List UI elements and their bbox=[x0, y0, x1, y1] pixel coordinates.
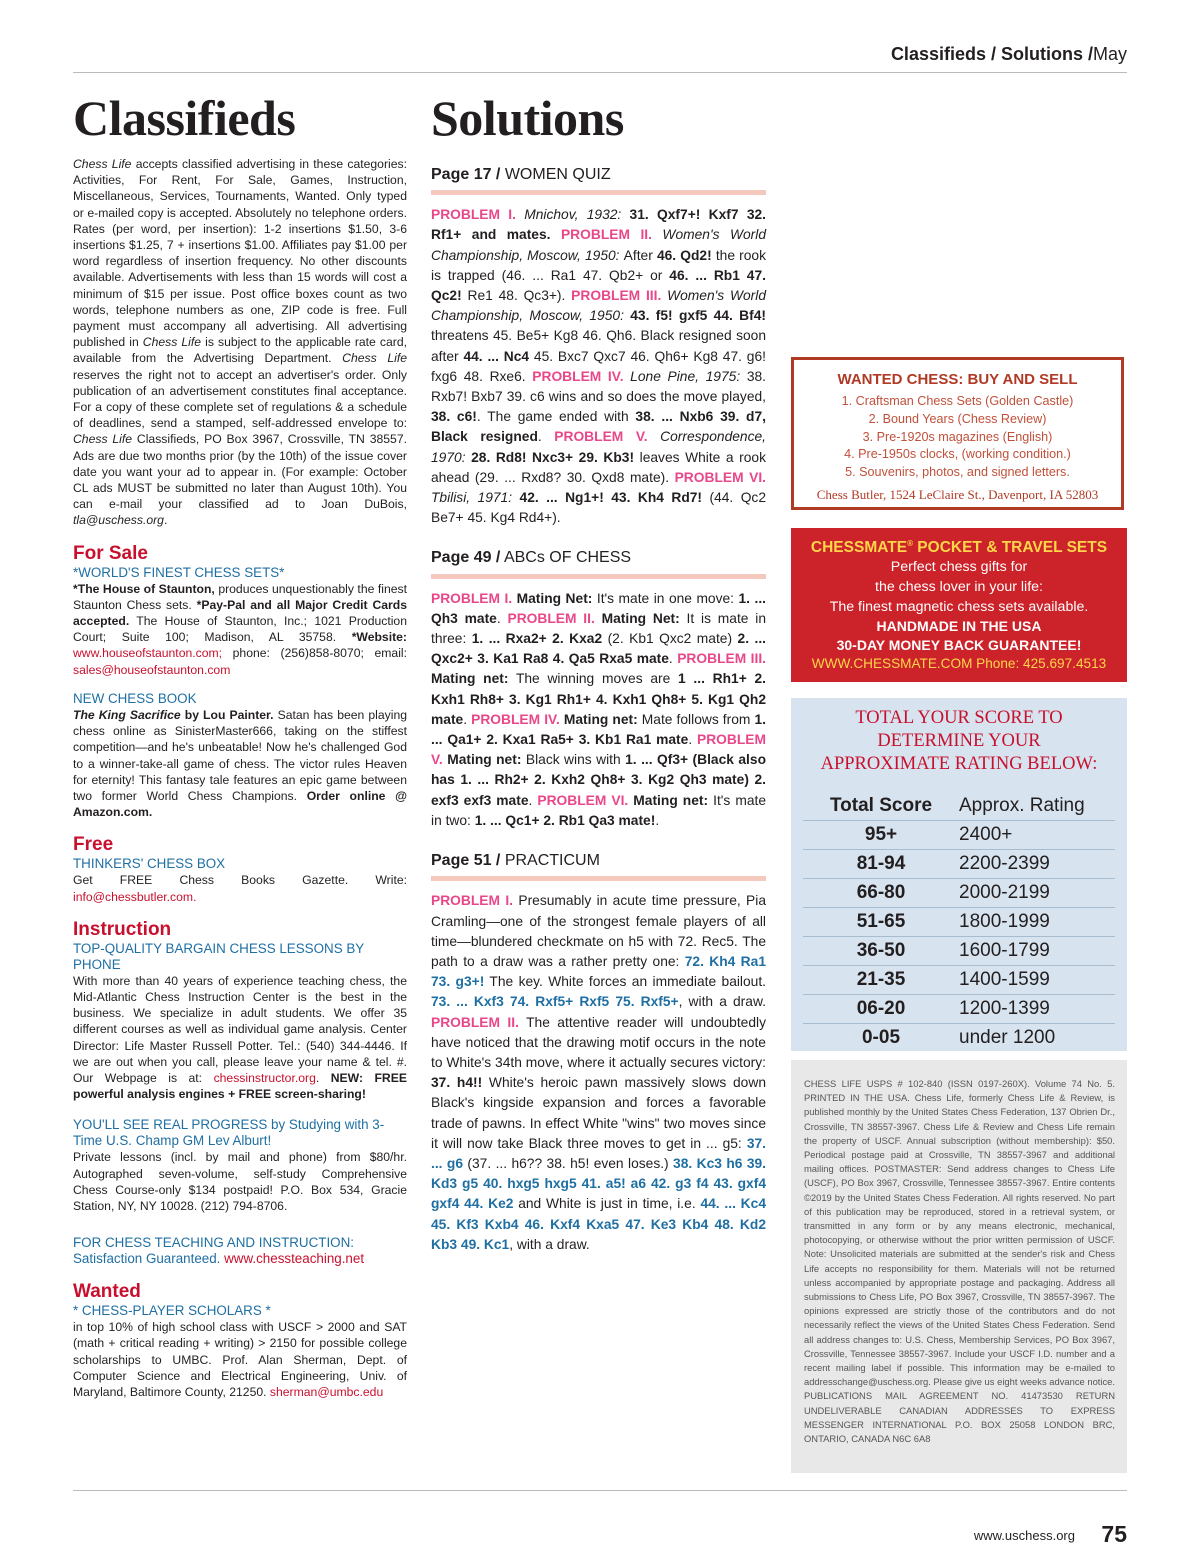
intro-email-link[interactable]: tla@uschess.org bbox=[73, 513, 164, 528]
chessmate-contact: WWW.CHESSMATE.COM Phone: 425.697.4513 bbox=[811, 656, 1107, 672]
instruction-ad1-title: TOP-QUALITY BARGAIN CHESS LESSONS BY PHONE bbox=[73, 940, 364, 972]
table-row: 95+ 2400+ bbox=[803, 821, 1115, 850]
solutions-title: Solutions bbox=[431, 90, 624, 146]
table-row: 66-80 2000-2199 bbox=[803, 879, 1115, 908]
score-box-title: TOTAL YOUR SCORE TO DETERMINE YOUR APPROXIMATE RATING BELOW: bbox=[820, 708, 1098, 774]
for-sale-ad1-body: *The House of Staunton, produces unquestionably the finest Staunton Chess sets. *Pay-Pal and all Major Credit Cards accepted. The House of Staunton, Inc.; 1021 Production Court; Suite 100; Madison, AL 35758. *Website: www.houseofstaunton.com; phone: (256)858-8070; email: sales@houseofstaunton.com bbox=[73, 581, 407, 677]
running-header bbox=[891, 44, 1127, 65]
free-heading: Free bbox=[73, 834, 114, 856]
wanted-heading: Wanted bbox=[73, 1281, 141, 1303]
practicum-solutions: PROBLEM I. Presumably in acute time pressure, Pia Cramling—one of the strongest female players of all time—blundered checkmate on h5 with 72. Rec5. The path to a draw was a rather pretty one: 72. Kh4 Ra1 73. g3+! The key. White forces an immediate bailout. 73. ... Kxf3 74. Rxf5+ Rxf5 75. Rxf5+, with a draw. PROBLEM II. The attentive reader will undoubtedly have noticed that the drawing motif occurs in the note to White's 34th move, where it actually secures victory: 37. h4!! White's heroic pawn massively slows down Black's kingside expansion and forces a favorable trade of pawns. In effect White "wins" two moves since it will now take Black three moves to get in ... g5: 37. ... g6 (37. ... h6?? 38. h5! even loses.) 38. Kc3 h6 39. Kd3 g5 40. hxg5 hxg5 41. a5! a6 42. g3 f4 43. gxf4 gxf4 44. Ke2 and White is just in time, i.e. 44. ... Kc4 45. Kf3 Kxb4 46. Kxf4 Kxa5 47. Ke3 Kb4 48. Kd2 Kb3 49. Kc1, with a draw. bbox=[431, 893, 767, 1252]
solutions-column bbox=[431, 90, 767, 1255]
instruction-ad2-body: Private lessons (incl. by mail and phone) from $80/hr. Autographed seven-volume, self-study Comprehensive Chess Course-only $134 postpaid! P.O. Box 534, Gracie Station, NY, NY 10028. (212) 794-8706. bbox=[73, 1150, 407, 1213]
top-rule bbox=[73, 72, 1127, 73]
classifieds-title: Classifieds bbox=[73, 90, 296, 146]
list-item: 1. Craftsman Chess Sets (Golden Castle) bbox=[841, 394, 1074, 408]
chessmate-url-link[interactable]: WWW.CHESSMATE.COM bbox=[811, 656, 973, 672]
chessbutler-email-link[interactable]: info@chessbutler.com. bbox=[73, 889, 197, 904]
staunton-email-link[interactable]: sales@houseofstaunton.com bbox=[73, 662, 231, 677]
wanted-box-list bbox=[794, 393, 1121, 482]
chessteaching-link[interactable]: www.chessteaching.net bbox=[224, 1251, 365, 1267]
table-row: 0-05 under 1200 bbox=[861, 1027, 1056, 1048]
bottom-rule bbox=[73, 1490, 1127, 1491]
instruction-ad1-body: With more than 40 years of experience teaching chess, the Mid-Atlantic Chess Instruction Center is the best in the business. We specialize in adult students. We offer 35 different courses as well as individual game analysis. Center Director: Life Master Russell Potter. Tel.: (540) 344-4446. If we are out when you call, please leave your name & tel. #. Our Webpage is at: chessinstructor.org. NEW: FREE powerful analysis engines + FREE screen-sharing! bbox=[73, 973, 407, 1102]
list-item: 3. Pre-1920s magazines (English) bbox=[862, 429, 1053, 444]
table-row: 81-94 2200-2399 bbox=[803, 850, 1115, 879]
chessmate-line3: The finest magnetic chess sets available. bbox=[829, 599, 1089, 616]
wanted-box-title: WANTED CHESS: BUY AND SELL bbox=[837, 371, 1078, 388]
for-sale-ad2-body: The King Sacrifice by Lou Painter. Satan has been playing chess online as SinisterMaster666, taking on the stiffest competition—and he's unbeatable! Now he's challenged God to a winner-take-all game of chess. The victor rules Heaven for eternity! This fantasy tale features an epic game between two former World Chess Champions. Order online @ Amazon.com. bbox=[73, 707, 407, 820]
list-item: 2. Bound Years (Chess Review) bbox=[868, 411, 1047, 426]
table-row: 36-50 1600-1799 bbox=[803, 937, 1115, 966]
instruction-ad3-sub: Satisfaction Guaranteed. www.chessteaching.net bbox=[73, 1251, 365, 1267]
chessmate-bold2: 30-DAY MONEY BACK GUARANTEE! bbox=[836, 637, 1082, 654]
chessmate-ad-box bbox=[791, 528, 1127, 682]
free-ad-body: Get FREE Chess Books Gazette. Write: info@chessbutler.com. bbox=[73, 873, 407, 904]
instruction-ad2-title: YOU'LL SEE REAL PROGRESS by Studying with 3-Time U.S. Champ GM Lev Alburt! bbox=[73, 1117, 385, 1149]
wanted-ad-title: * CHESS-PLAYER SCHOLARS * bbox=[73, 1303, 271, 1319]
for-sale-ad2-title: NEW CHESS BOOK bbox=[73, 690, 197, 706]
section-heading-page51: Page 51 / PRACTICUM bbox=[431, 851, 766, 881]
chessinstructor-link[interactable]: chessinstructor.org bbox=[213, 1070, 316, 1085]
table-row: 06-20 1200-1399 bbox=[803, 995, 1115, 1024]
chessmate-title: CHESSMATE® POCKET & TRAVEL SETS bbox=[810, 539, 1108, 557]
list-item: 5. Souvenirs, photos, and signed letters. bbox=[845, 465, 1070, 480]
wanted-chess-ad-box bbox=[791, 357, 1124, 510]
instruction-heading: Instruction bbox=[73, 918, 172, 940]
header-section: Classifieds / Solutions / bbox=[890, 44, 1093, 64]
score-rating-box bbox=[791, 698, 1127, 1051]
page-number: 75 bbox=[1101, 1521, 1127, 1547]
for-sale-heading: For Sale bbox=[73, 542, 148, 564]
section-heading-page17: Page 17 / WOMEN QUIZ bbox=[431, 165, 766, 195]
instruction-ad3-title: FOR CHESS TEACHING AND INSTRUCTION: bbox=[73, 1235, 354, 1251]
chessmate-bold1: HANDMADE IN THE USA bbox=[876, 618, 1042, 635]
chessmate-line1: Perfect chess gifts for bbox=[890, 559, 1028, 576]
score-rating-table bbox=[803, 792, 1115, 1052]
wanted-box-advertiser: Chess Butler, 1524 LeClaire St., Davenport, IA 52803 bbox=[816, 486, 1099, 502]
classifieds-column bbox=[73, 90, 407, 1400]
list-item: 4. Pre-1950s clocks, (working condition.) bbox=[844, 447, 1071, 462]
abcs-solutions: PROBLEM I. Mating Net: It's mate in one move: 1. ... Qh3 mate. PROBLEM II. Mating Net: It is mate in three: 1. ... Rxa2+ 2. Kxa2 (2. Kb1 Qxc2 mate) 2. ... Qxc2+ 3. Ka1 Ra8 4. Qa5 Rxa5 mate. PROBLEM III. Mating net: The winning moves are 1 ... Rh1+ 2. Kxh1 Rh8+ 3. Kg1 Rh1+ 4. Kxh1 Qh8+ 5. Kg1 Qh2 mate. PROBLEM IV. Mating net: Mate follows from 1. ... Qa1+ 2. Kxa1 Ra5+ 3. Kb1 Ra1 mate. PROBLEM V. Mating net: Black wins with 1. ... Qf3+ (Black also has 1. ... Rh2+ 2. Kxh2 Qh8+ 3. Kg2 Qh3 mate) 2. exf3 exf3 mate. PROBLEM VI. Mating net: It's mate in two: 1. ... Qc1+ 2. Rb1 Qa3 mate!. bbox=[431, 590, 767, 828]
wanted-ad-body: in top 10% of high school class with USCF > 2000 and SAT (math + critical reading + writing) > 2150 for possible college scholarships to UMBC. Prof. Alan Sherman, Dept. of Computer Science and Electrical Engineering, Univ. of Maryland, Baltimore County, 21250. sherman@umbc.edu bbox=[73, 1320, 407, 1399]
table-row: 21-35 1400-1599 bbox=[803, 966, 1115, 995]
table-row: 51-65 1800-1999 bbox=[803, 908, 1115, 937]
staunton-website-link[interactable]: www.houseofstaunton.com; bbox=[73, 646, 223, 661]
sherman-email-link[interactable]: sherman@umbc.edu bbox=[269, 1384, 384, 1399]
classifieds-intro: Chess Life accepts classified advertising in these categories: Activities, For Rent, For Sale, Games, Instruction, Miscellaneous, Services, Tournaments, Wanted. Only typed or e-mailed copy is accepted. Absolutely no telephone orders. Rates (per word, per insertion): 1-2 insertions $1.50, 3-6 insertions $1.25, 7 + insertions $1.00. Affiliates pay $1.00 per word regardless of insertion frequency. No other discounts available. Advertisements with less than 15 words will cost a minimum of $15 per issue. Post office boxes count as two words, telephone numbers as one, ZIP code is free. Full payment must accompany all advertising. All advertising published in Chess Life is subject to the applicable rate card, available from the Advertising Department. Chess Life reserves the right not to accept an advertiser's order. Only publication of an advertisement constitutes final acceptance. For a copy of these complete set of regulations & a schedule of deadlines, send a stamped, self-addressed envelope to: Chess Life Classifieds, PO Box 3967, Crossville, TN 38557. Ads are due two months prior (by the 10th) of the issue cover date you want your ad to appear in. (For example: October CL ads MUST be submitted no later than August 10th). You can e-mail your classified ad to Joan DuBois, tla@uschess.org. bbox=[73, 157, 407, 528]
header-month: May bbox=[1092, 44, 1127, 64]
free-ad-title: THINKERS' CHESS BOX bbox=[73, 856, 226, 872]
for-sale-ad1-title: *WORLD'S FINEST CHESS SETS* bbox=[73, 564, 285, 580]
footer-url[interactable]: www.uschess.org bbox=[973, 1528, 1075, 1543]
table-header-row: Total Score Approx. Rating bbox=[803, 792, 1115, 821]
legal-notice: CHESS LIFE USPS # 102-840 (ISSN 0197-260X). Volume 74 No. 5. PRINTED IN THE USA. Chess Life, formerly Chess Life & Review, is published monthly by the United States Chess Federation, 137 Obrien Dr., Crossville, TN 38557-3967. Chess Life & Review and Chess Life remain the property of USCF. Annual subscription (without membership): $50. Periodical postage paid at Crossville, TN 38557-3967 and additional mailing offices. POSTMASTER: Send address changes to Chess Life (USCF), PO Box 3967, Crossville, Tennessee 38557-3967. Entire contents ©2019 by the United States Chess Federation. All rights reserved. No part of this publication may be reproduced, stored in a retrieval system, or transmitted in any form or by any means electronic, mechanical, photocopying, or otherwise without the prior written permission of USCF. Note: Unsolicited materials are submitted at the sender's risk and Chess Life accepts no responsibility for them. Materials will not be returned unless accompanied by appropriate postage and packaging. Address all submissions to Chess Life, PO Box 3967, Crossville, TN 38557-3967. The opinions expressed are strictly those of the contributors and do not necessarily reflect the views of the United States Chess Federation. Send all address changes to: U.S. Chess, Membership Services, PO Box 3967, Crossville, Tennessee 38557-3967. Include your USCF I.D. number and a recent mailing label if possible. This information may be e-mailed to addresschange@uschess.org. Please give us eight weeks advance notice. PUBLICATIONS MAIL AGREEMENT NO. 41473530 RETURN UNDELIVERABLE CANADIAN ADDRESSES TO EXPRESS MESSENGER INTERNATIONAL P.O. BOX 25058 LONDON BRC, ONTARIO, CANADA N6C 6A8 bbox=[791, 1060, 1127, 1473]
section-heading-page49: Page 49 / ABCs OF CHESS bbox=[431, 548, 766, 578]
chessmate-line2: the chess lover in your life: bbox=[875, 579, 1043, 596]
women-quiz-solutions: PROBLEM I. Mnichov, 1932: 31. Qxf7+! Kxf7 32. Rf1+ and mates. PROBLEM II. Women's World Championship, Moscow, 1950: After 46. Qd2! the rook is trapped (46. ... Ra1 47. Qb2+ or 46. ... Rb1 47. Qc2! Re1 48. Qc3+). PROBLEM III. Women's World Championship, Moscow, 1950: 43. f5! gxf5 44. Bf4! threatens 45. Be5+ Kg8 46. Qh6. Black resigned soon after 44. ... Nc4 45. Bxc7 Qxc7 46. Qh6+ Kg8 47. g6! fxg6 48. Rxe6. PROBLEM IV. Lone Pine, 1975: 38. Rxb7! Bxb7 39. c6 wins and so does the move played, 38. c6!. The game ended with 38. ... Nxb6 39. d7, Black resigned. PROBLEM V. Correspondence, 1970: 28. Rd8! Nxc3+ 29. Kb3! leaves White a rook ahead (29. ... Rxd8? 30. Qxd8 mate). PROBLEM VI. Tbilisi, 1971: 42. ... Ng1+! 43. Kh4 Rd7! (44. Qc2 Be7+ 45. Kg4 Rd4+). bbox=[431, 207, 767, 526]
